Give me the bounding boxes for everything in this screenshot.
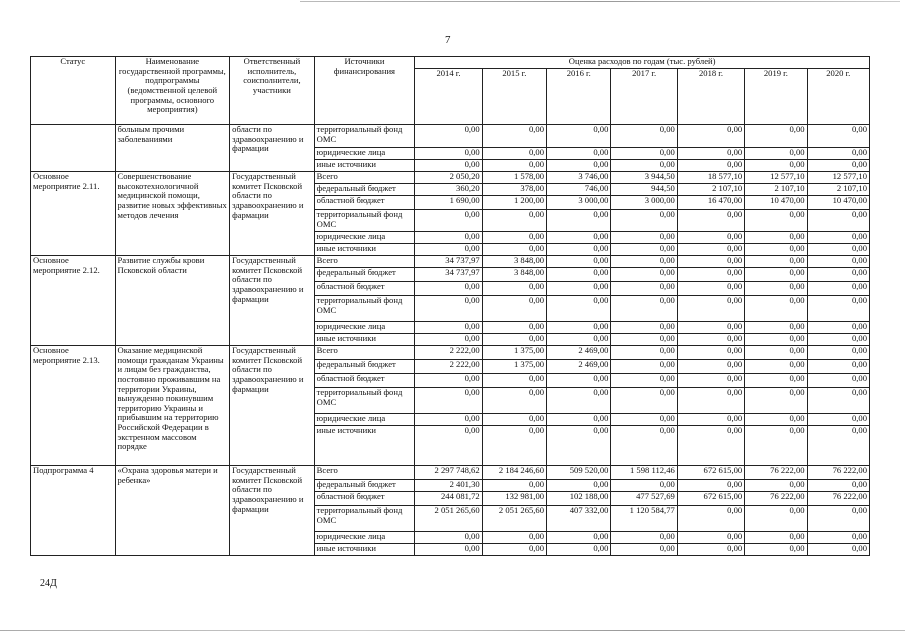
amount-cell: 0,00 xyxy=(611,322,677,334)
amount-cell: 0,00 xyxy=(745,346,807,360)
amount-cell: 244 081,72 xyxy=(415,492,482,506)
row-program-name: Совершенствование высокотехнологичной медицинской помощи, развитие новых эффективных методов лечения xyxy=(115,172,230,256)
funding-source: юридические лица xyxy=(314,232,415,244)
amount-cell: 0,00 xyxy=(611,374,677,388)
funding-source: областной бюджет xyxy=(314,282,415,296)
amount-cell: 0,00 xyxy=(677,346,744,360)
amount-cell: 0,00 xyxy=(611,296,677,322)
funding-source: иные источники xyxy=(314,160,415,172)
amount-cell: 0,00 xyxy=(547,532,611,544)
amount-cell: 0,00 xyxy=(611,544,677,556)
amount-cell: 76 222,00 xyxy=(745,492,807,506)
amount-cell: 0,00 xyxy=(745,322,807,334)
amount-cell: 0,00 xyxy=(807,334,869,346)
amount-cell: 0,00 xyxy=(677,426,744,466)
amount-cell: 0,00 xyxy=(807,506,869,532)
amount-cell: 0,00 xyxy=(611,346,677,360)
amount-cell: 0,00 xyxy=(807,414,869,426)
amount-cell: 0,00 xyxy=(482,374,546,388)
amount-cell: 0,00 xyxy=(611,388,677,414)
amount-cell: 0,00 xyxy=(807,282,869,296)
amount-cell: 76 222,00 xyxy=(807,492,869,506)
table-row xyxy=(31,256,870,268)
amount-cell: 0,00 xyxy=(415,210,482,232)
amount-cell: 10 470,00 xyxy=(745,196,807,210)
amount-cell: 0,00 xyxy=(482,414,546,426)
row-responsible: Государственный комитет Псковской области по здравоохранению и фармации xyxy=(230,172,315,256)
amount-cell: 2 051 265,60 xyxy=(415,506,482,532)
amount-cell: 2 401,30 xyxy=(415,480,482,492)
amount-cell: 0,00 xyxy=(807,480,869,492)
amount-cell: 0,00 xyxy=(482,544,546,556)
amount-cell: 0,00 xyxy=(745,244,807,256)
funding-source: юридические лица xyxy=(314,148,415,160)
amount-cell: 0,00 xyxy=(611,426,677,466)
amount-cell: 0,00 xyxy=(547,160,611,172)
amount-cell: 0,00 xyxy=(807,160,869,172)
amount-cell: 0,00 xyxy=(677,322,744,334)
header-status: Статус xyxy=(31,57,116,125)
header-year: 2016 г. xyxy=(547,69,611,125)
funding-source: юридические лица xyxy=(314,322,415,334)
amount-cell: 76 222,00 xyxy=(745,466,807,480)
amount-cell: 3 944,50 xyxy=(611,172,677,184)
amount-cell: 2 184 246,60 xyxy=(482,466,546,480)
row-program-name: «Охрана здоровья матери и ребенка» xyxy=(115,466,230,556)
amount-cell: 0,00 xyxy=(547,322,611,334)
amount-cell: 0,00 xyxy=(677,282,744,296)
amount-cell: 746,00 xyxy=(547,184,611,196)
row-program-name: Развитие службы крови Псковской области xyxy=(115,256,230,346)
amount-cell: 0,00 xyxy=(745,282,807,296)
amount-cell: 1 578,00 xyxy=(482,172,546,184)
amount-cell: 0,00 xyxy=(547,426,611,466)
amount-cell: 0,00 xyxy=(745,210,807,232)
amount-cell: 0,00 xyxy=(611,148,677,160)
amount-cell: 0,00 xyxy=(547,296,611,322)
amount-cell: 0,00 xyxy=(677,388,744,414)
amount-cell: 0,00 xyxy=(807,374,869,388)
amount-cell: 0,00 xyxy=(482,480,546,492)
amount-cell: 10 470,00 xyxy=(807,196,869,210)
amount-cell: 0,00 xyxy=(677,244,744,256)
amount-cell: 1 690,00 xyxy=(415,196,482,210)
scan-edge-bottom xyxy=(0,630,905,631)
budget-table xyxy=(30,56,870,556)
amount-cell: 0,00 xyxy=(415,160,482,172)
amount-cell: 1 200,00 xyxy=(482,196,546,210)
amount-cell: 0,00 xyxy=(677,148,744,160)
amount-cell: 34 737,97 xyxy=(415,256,482,268)
amount-cell: 1 375,00 xyxy=(482,360,546,374)
funding-source: территориальный фонд ОМС xyxy=(314,388,415,414)
amount-cell: 12 577,10 xyxy=(745,172,807,184)
amount-cell: 2 222,00 xyxy=(415,360,482,374)
amount-cell: 0,00 xyxy=(482,334,546,346)
amount-cell: 34 737,97 xyxy=(415,268,482,282)
amount-cell: 407 332,00 xyxy=(547,506,611,532)
amount-cell: 2 469,00 xyxy=(547,346,611,360)
funding-source: федеральный бюджет xyxy=(314,360,415,374)
amount-cell: 0,00 xyxy=(745,360,807,374)
table-header xyxy=(31,57,870,125)
amount-cell: 0,00 xyxy=(807,532,869,544)
amount-cell: 102 188,00 xyxy=(547,492,611,506)
table-row xyxy=(31,346,870,360)
amount-cell: 0,00 xyxy=(547,414,611,426)
header-responsible: Ответственный исполнитель, соисполнители, участники xyxy=(230,57,315,125)
amount-cell: 2 107,10 xyxy=(807,184,869,196)
amount-cell: 0,00 xyxy=(415,426,482,466)
amount-cell: 0,00 xyxy=(547,544,611,556)
amount-cell: 0,00 xyxy=(482,244,546,256)
amount-cell: 0,00 xyxy=(611,414,677,426)
amount-cell: 3 000,00 xyxy=(547,196,611,210)
amount-cell: 0,00 xyxy=(547,388,611,414)
amount-cell: 0,00 xyxy=(415,544,482,556)
amount-cell: 0,00 xyxy=(482,388,546,414)
amount-cell: 378,00 xyxy=(482,184,546,196)
amount-cell: 360,20 xyxy=(415,184,482,196)
amount-cell: 1 120 584,77 xyxy=(611,506,677,532)
row-responsible: Государственный комитет Псковской области по здравоохранению и фармации xyxy=(230,256,315,346)
funding-source: Всего xyxy=(314,466,415,480)
amount-cell: 0,00 xyxy=(547,268,611,282)
funding-source: иные источники xyxy=(314,334,415,346)
amount-cell: 0,00 xyxy=(415,148,482,160)
amount-cell: 0,00 xyxy=(415,125,482,148)
amount-cell: 0,00 xyxy=(745,388,807,414)
funding-source: Всего xyxy=(314,172,415,184)
amount-cell: 0,00 xyxy=(807,346,869,360)
funding-source: территориальный фонд ОМС xyxy=(314,506,415,532)
amount-cell: 3 848,00 xyxy=(482,268,546,282)
amount-cell: 0,00 xyxy=(807,148,869,160)
amount-cell: 76 222,00 xyxy=(807,466,869,480)
amount-cell: 0,00 xyxy=(677,160,744,172)
amount-cell: 0,00 xyxy=(677,506,744,532)
row-status: Подпрограмма 4 xyxy=(31,466,116,556)
amount-cell: 2 107,10 xyxy=(677,184,744,196)
amount-cell: 0,00 xyxy=(611,210,677,232)
amount-cell: 0,00 xyxy=(547,480,611,492)
amount-cell: 0,00 xyxy=(745,160,807,172)
amount-cell: 18 577,10 xyxy=(677,172,744,184)
funding-source: Всего xyxy=(314,346,415,360)
amount-cell: 0,00 xyxy=(807,268,869,282)
amount-cell: 0,00 xyxy=(482,322,546,334)
amount-cell: 0,00 xyxy=(677,125,744,148)
table-body xyxy=(31,125,870,556)
amount-cell: 0,00 xyxy=(807,544,869,556)
amount-cell: 16 470,00 xyxy=(677,196,744,210)
funding-source: иные источники xyxy=(314,244,415,256)
amount-cell: 672 615,00 xyxy=(677,492,744,506)
amount-cell: 3 000,00 xyxy=(611,196,677,210)
amount-cell: 0,00 xyxy=(677,268,744,282)
amount-cell: 0,00 xyxy=(807,322,869,334)
footer-code: 24Д xyxy=(40,578,57,589)
amount-cell: 0,00 xyxy=(611,160,677,172)
amount-cell: 0,00 xyxy=(415,282,482,296)
row-status xyxy=(31,125,116,172)
amount-cell: 0,00 xyxy=(611,360,677,374)
amount-cell: 0,00 xyxy=(415,334,482,346)
amount-cell: 0,00 xyxy=(611,532,677,544)
amount-cell: 0,00 xyxy=(745,544,807,556)
header-year: 2017 г. xyxy=(611,69,677,125)
amount-cell: 2 222,00 xyxy=(415,346,482,360)
table-row xyxy=(31,172,870,184)
amount-cell: 509 520,00 xyxy=(547,466,611,480)
header-year: 2018 г. xyxy=(677,69,744,125)
amount-cell: 0,00 xyxy=(415,296,482,322)
funding-source: иные источники xyxy=(314,426,415,466)
amount-cell: 0,00 xyxy=(807,426,869,466)
amount-cell: 0,00 xyxy=(547,232,611,244)
amount-cell: 0,00 xyxy=(677,256,744,268)
funding-source: юридические лица xyxy=(314,532,415,544)
amount-cell: 0,00 xyxy=(807,388,869,414)
row-responsible: Государственный комитет Псковской области по здравоохранению и фармации xyxy=(230,466,315,556)
amount-cell: 672 615,00 xyxy=(677,466,744,480)
amount-cell: 2 297 748,62 xyxy=(415,466,482,480)
funding-source: юридические лица xyxy=(314,414,415,426)
header-year: 2020 г. xyxy=(807,69,869,125)
amount-cell: 0,00 xyxy=(482,426,546,466)
row-status: Основное мероприятие 2.12. xyxy=(31,256,116,346)
amount-cell: 0,00 xyxy=(677,334,744,346)
amount-cell: 3 746,00 xyxy=(547,172,611,184)
amount-cell: 0,00 xyxy=(745,426,807,466)
amount-cell: 0,00 xyxy=(745,125,807,148)
table-row xyxy=(31,125,870,148)
amount-cell: 477 527,69 xyxy=(611,492,677,506)
amount-cell: 0,00 xyxy=(415,322,482,334)
funding-source: федеральный бюджет xyxy=(314,184,415,196)
funding-source: областной бюджет xyxy=(314,374,415,388)
funding-source: территориальный фонд ОМС xyxy=(314,210,415,232)
amount-cell: 0,00 xyxy=(677,232,744,244)
funding-source: областной бюджет xyxy=(314,196,415,210)
row-status: Основное мероприятие 2.13. xyxy=(31,346,116,466)
amount-cell: 0,00 xyxy=(745,334,807,346)
amount-cell: 0,00 xyxy=(611,125,677,148)
amount-cell: 0,00 xyxy=(807,125,869,148)
scan-edge-top xyxy=(300,1,900,2)
funding-source: территориальный фонд ОМС xyxy=(314,296,415,322)
amount-cell: 0,00 xyxy=(415,232,482,244)
amount-cell: 0,00 xyxy=(482,125,546,148)
amount-cell: 0,00 xyxy=(807,360,869,374)
funding-source: Всего xyxy=(314,256,415,268)
header-name: Наименование государственной программы, подпрограммы (ведомственной целевой программы, основного мероприятия) xyxy=(115,57,230,125)
amount-cell: 0,00 xyxy=(547,125,611,148)
amount-cell: 0,00 xyxy=(547,374,611,388)
amount-cell: 0,00 xyxy=(547,210,611,232)
amount-cell: 0,00 xyxy=(745,414,807,426)
amount-cell: 0,00 xyxy=(807,210,869,232)
amount-cell: 0,00 xyxy=(745,480,807,492)
amount-cell: 0,00 xyxy=(677,210,744,232)
amount-cell: 0,00 xyxy=(677,374,744,388)
amount-cell: 0,00 xyxy=(415,374,482,388)
amount-cell: 0,00 xyxy=(547,148,611,160)
amount-cell: 0,00 xyxy=(807,256,869,268)
amount-cell: 0,00 xyxy=(611,268,677,282)
page-number: 7 xyxy=(445,34,451,46)
amount-cell: 0,00 xyxy=(547,282,611,296)
amount-cell: 0,00 xyxy=(745,232,807,244)
amount-cell: 0,00 xyxy=(745,374,807,388)
amount-cell: 0,00 xyxy=(745,256,807,268)
amount-cell: 0,00 xyxy=(807,244,869,256)
row-responsible: Государственный комитет Псковской области по здравоохранению и фармации xyxy=(230,346,315,466)
amount-cell: 3 848,00 xyxy=(482,256,546,268)
header-year: 2019 г. xyxy=(745,69,807,125)
amount-cell: 0,00 xyxy=(677,532,744,544)
row-responsible: области по здравоохранению и фармации xyxy=(230,125,315,172)
amount-cell: 2 107,10 xyxy=(745,184,807,196)
funding-source: федеральный бюджет xyxy=(314,480,415,492)
amount-cell: 0,00 xyxy=(547,244,611,256)
amount-cell: 0,00 xyxy=(807,232,869,244)
amount-cell: 0,00 xyxy=(415,388,482,414)
amount-cell: 0,00 xyxy=(482,282,546,296)
funding-source: федеральный бюджет xyxy=(314,268,415,282)
amount-cell: 0,00 xyxy=(745,532,807,544)
amount-cell: 0,00 xyxy=(611,244,677,256)
amount-cell: 12 577,10 xyxy=(807,172,869,184)
amount-cell: 0,00 xyxy=(677,360,744,374)
amount-cell: 0,00 xyxy=(745,296,807,322)
amount-cell: 0,00 xyxy=(611,232,677,244)
amount-cell: 0,00 xyxy=(677,480,744,492)
amount-cell: 0,00 xyxy=(745,506,807,532)
amount-cell: 0,00 xyxy=(611,256,677,268)
amount-cell: 0,00 xyxy=(482,532,546,544)
amount-cell: 0,00 xyxy=(547,256,611,268)
amount-cell: 0,00 xyxy=(807,296,869,322)
amount-cell: 0,00 xyxy=(677,544,744,556)
amount-cell: 0,00 xyxy=(547,334,611,346)
amount-cell: 2 469,00 xyxy=(547,360,611,374)
table-row xyxy=(31,466,870,480)
amount-cell: 0,00 xyxy=(415,414,482,426)
row-program-name: больным прочими заболеваниями xyxy=(115,125,230,172)
funding-source: территориальный фонд ОМС xyxy=(314,125,415,148)
row-program-name: Оказание медицинской помощи гражданам Украины и лицам без гражданства, постоянно проживавшим на территории Украины, вынужденно покинувшим территорию Украины и прибывшим на территорию Российской Федерации в экстренном массовом порядке xyxy=(115,346,230,466)
header-year: 2015 г. xyxy=(482,69,546,125)
amount-cell: 944,50 xyxy=(611,184,677,196)
amount-cell: 132 981,00 xyxy=(482,492,546,506)
header-year: 2014 г. xyxy=(415,69,482,125)
amount-cell: 0,00 xyxy=(482,232,546,244)
amount-cell: 2 050,20 xyxy=(415,172,482,184)
amount-cell: 0,00 xyxy=(415,532,482,544)
header-sources: Источники финансирования xyxy=(314,57,415,125)
amount-cell: 1 375,00 xyxy=(482,346,546,360)
row-status: Основное мероприятие 2.11. xyxy=(31,172,116,256)
amount-cell: 0,00 xyxy=(611,480,677,492)
amount-cell: 0,00 xyxy=(677,414,744,426)
amount-cell: 2 051 265,60 xyxy=(482,506,546,532)
amount-cell: 0,00 xyxy=(415,244,482,256)
header-estimate: Оценка расходов по годам (тыс. рублей) xyxy=(415,57,870,69)
amount-cell: 0,00 xyxy=(482,210,546,232)
amount-cell: 0,00 xyxy=(745,268,807,282)
amount-cell: 0,00 xyxy=(745,148,807,160)
amount-cell: 1 598 112,46 xyxy=(611,466,677,480)
funding-source: иные источники xyxy=(314,544,415,556)
amount-cell: 0,00 xyxy=(482,296,546,322)
amount-cell: 0,00 xyxy=(482,148,546,160)
amount-cell: 0,00 xyxy=(611,282,677,296)
amount-cell: 0,00 xyxy=(677,296,744,322)
amount-cell: 0,00 xyxy=(482,160,546,172)
funding-source: областной бюджет xyxy=(314,492,415,506)
amount-cell: 0,00 xyxy=(611,334,677,346)
